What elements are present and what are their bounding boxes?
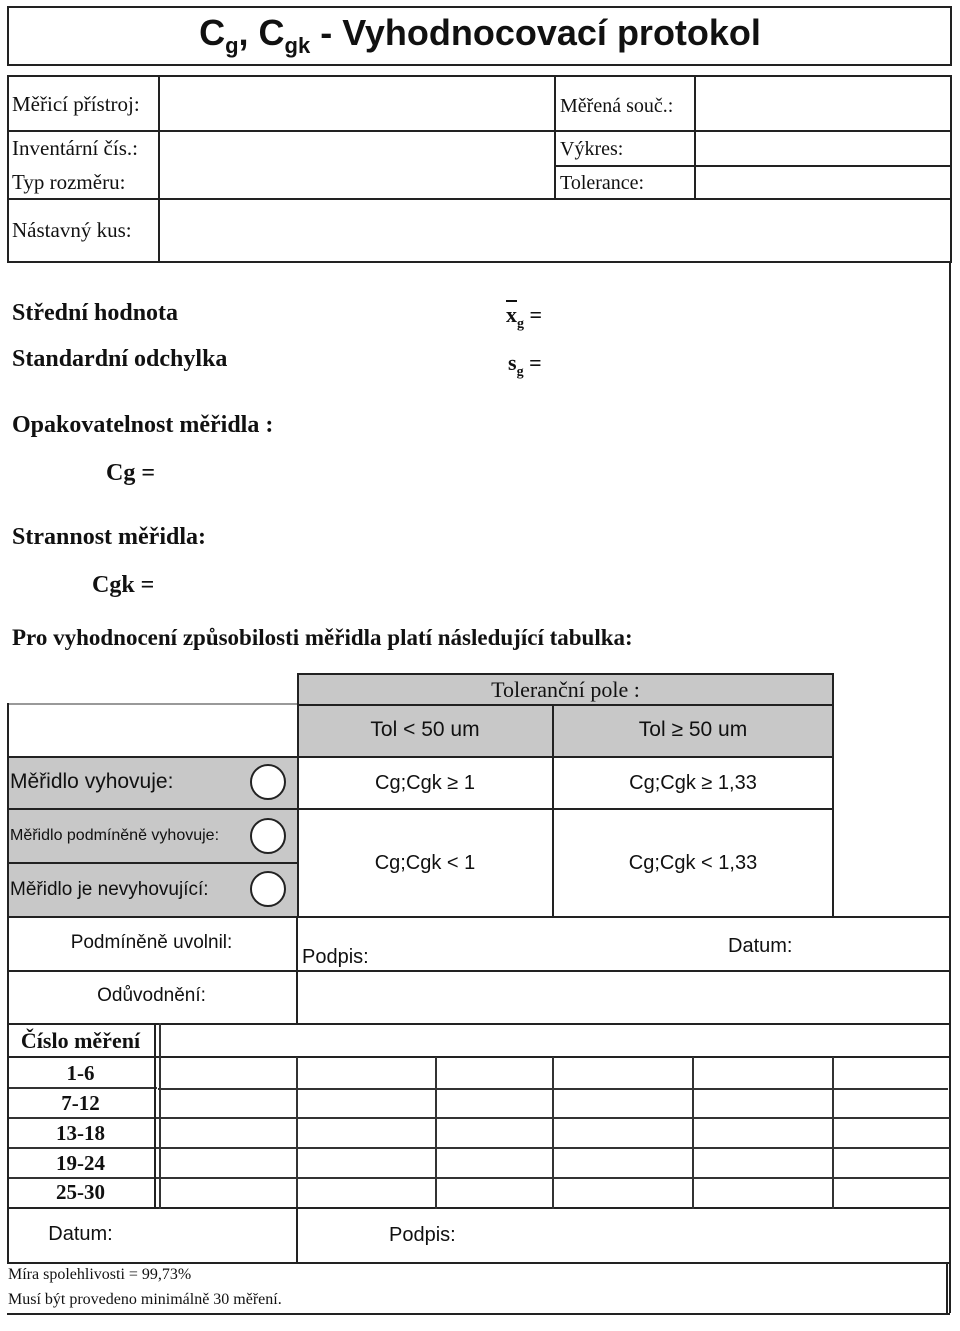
minimum-measurements-note: Musí být provedeno minimálně 30 měření. [8,1291,282,1308]
measurement-row-label: 25-30 [56,1180,105,1204]
std-label: Standardní odchylka [12,346,228,372]
tolerance-field-header: Toleranční pole : [491,677,640,702]
measurement-row-label: 13-18 [56,1121,105,1145]
release-date-label: Datum: [728,935,793,957]
cgk-equation: Cgk = [92,572,155,598]
measurement-number-header: Číslo měření [20,1028,141,1053]
fail-checkbox-circle[interactable] [250,871,286,907]
ok-checkbox-circle[interactable] [250,764,286,800]
justification-label: Odůvodnění: [97,985,206,1006]
cg-equation: Cg = [106,460,156,486]
fail-criterion-col1: Cg;Cgk < 1 [374,852,476,874]
header-info-block [7,75,952,263]
inventory-label: Inventární čís.: [12,136,138,160]
drawing-label: Výkres: [560,138,624,160]
dimension-type-label: Typ rozměru: [12,170,126,194]
attachment-label: Nástavný kus: [12,218,132,242]
row-conditional-label: Měřidlo podmíněně vyhovuje: [10,827,220,844]
col-tol-under-50-header: Tol < 50 um [370,718,480,741]
footer-signature-label: Podpis: [389,1224,456,1246]
col-tol-over-50-header: Tol ≥ 50 um [638,718,748,741]
mean-label: Střední hodnota [12,300,179,326]
measured-part-label: Měřená souč.: [560,95,674,117]
measurement-row-label: 1-6 [66,1061,95,1085]
row-ok-label: Měřidlo vyhovuje: [10,770,174,793]
table-intro: Pro vyhodnocení způsobilosti měřidla platí následující tabulka: [12,625,633,650]
row-fail-label: Měřidlo je nevyhovující: [10,879,209,900]
std-symbol: $s_g$ = [508,350,542,380]
measurement-row-label: 7-12 [61,1091,100,1115]
meter-label: Měřicí přístroj: [12,92,140,116]
tolerance-label: Tolerance: [560,172,645,194]
reliability-note: Míra spolehlivosti = 99,73% [8,1266,192,1283]
bias-label: Strannost měřidla: [12,524,206,550]
repeatability-label: Opakovatelnost měřidla : [12,412,274,438]
measurement-row-label: 19-24 [56,1151,105,1175]
conditional-checkbox-circle[interactable] [250,818,286,854]
mean-symbol: $\overline{x}_g$ = [506,302,543,332]
release-signature-label: Podpis: [302,946,369,968]
page-title: $C_g$, $C_{gk}$ - Vyhodnocovací protokol [199,12,761,59]
fail-criterion-col2: Cg;Cgk < 1,33 [628,852,758,874]
conditionally-released-label: Podmíněně uvolnil: [70,932,233,953]
ok-criterion-col2: Cg;Cgk ≥ 1,33 [629,772,757,794]
footer-date-label: Datum: [48,1223,113,1245]
ok-criterion-col1: Cg;Cgk ≥ 1 [375,772,475,794]
